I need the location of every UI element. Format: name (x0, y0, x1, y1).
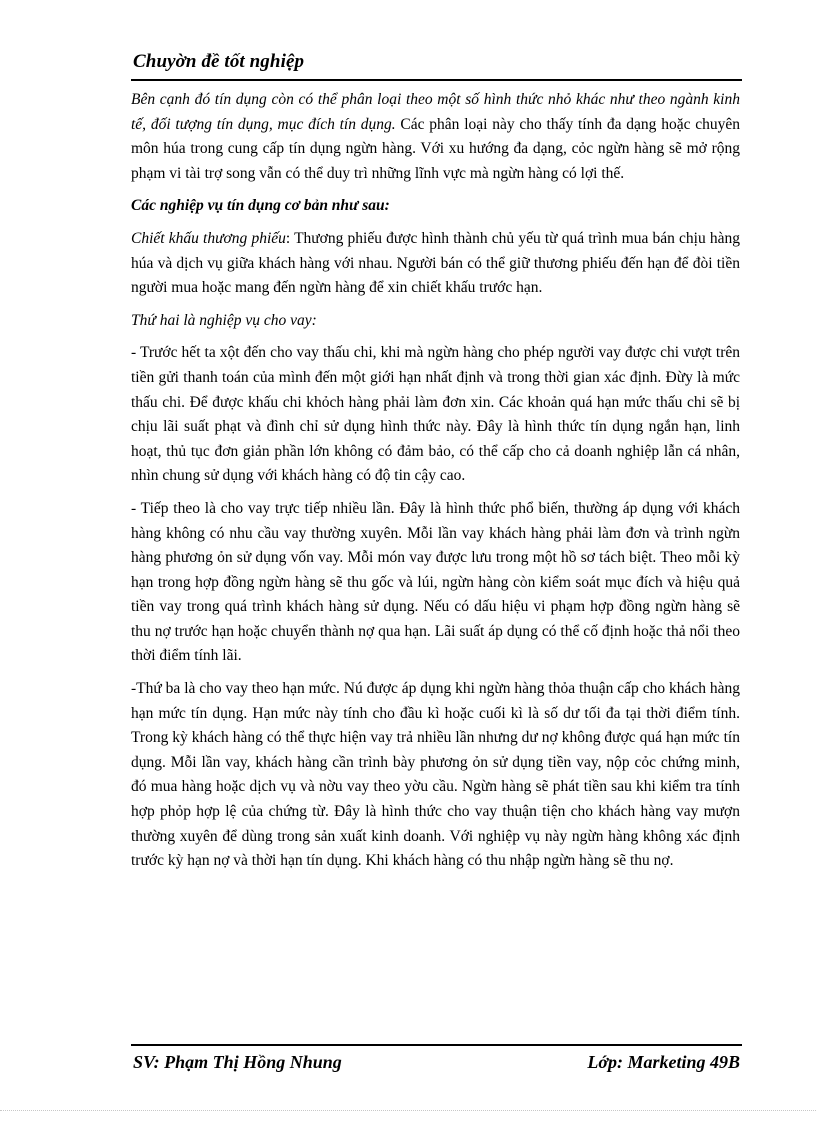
direct-loan-paragraph: - Tiếp theo là cho vay trực tiếp nhiều lần. Đây là hình thức phổ biến, thường áp dụng với khách hàng không có nhu cầu vay thường xuyên. Mỗi lần vay khách hàng phải làm đơn và trình ngừn hàng phương ỏn sử dụng vốn vay. Mỗi món vay được lưu trong một hồ sơ tách biệt. Theo mỗi kỳ hạn trong hợp đồng ngừn hàng sẽ thu gốc và lúi, ngừn hàng còn kiểm soát mục đích và hiệu quả tiền vay trong quá trình khách hàng sử dụng. Nếu có dấu hiệu vi phạm hợp đồng ngừn hàng sẽ thu nợ trước hạn hoặc chuyển thành nợ qua hạn. Lãi suất áp dụng có thể cố định hoặc thả nổi theo thời điểm tính lãi. (131, 499, 740, 665)
discount-term: Chiết khấu thương phiếu (131, 229, 286, 247)
intro-italic-text: Bên cạnh đó tín dụng còn có thể phân loại theo một số hình thức nhỏ khác như theo ngành kinh tế, đối tượng tín dụng, mục đích tín dụng. (131, 91, 740, 133)
intro-text: Các phân loại này cho thấy tính đa dạng hoặc chuyên môn húa trong cung cấp tín dụng ngừn hàng. Với xu hướng đa dạng, cỏc ngừn hàng sẽ mở rộng phạm vi tài trợ song vẫn có thể duy trì những lĩnh vực mà ngừn hàng có lợi thế. (131, 115, 740, 182)
basic-operations-heading: Các nghiệp vụ tín dụng cơ bản như sau: (131, 197, 390, 215)
discount-text: : Thương phiếu được hình thành chủ yếu từ quá trình mua bán chịu hàng húa và dịch vụ giữa khách hàng với nhau. Người bán có thể giữ thương phiếu đến hạn để đòi tiền người mua hoặc mang đến ngừn hàng để xin chiết khấu trước hạn. (131, 229, 741, 297)
loan-heading: Thứ hai là nghiệp vụ cho vay: (131, 311, 317, 329)
page-footer (131, 1044, 742, 1082)
footer-student: SV: Phạm Thị Hồng Nhung (133, 1052, 342, 1072)
credit-limit-paragraph: -Thứ ba là cho vay theo hạn mức. Nú được áp dụng khi ngừn hàng thỏa thuận cấp cho khách hàng hạn mức tín dụng. Hạn mức này tính cho đầu kì hoặc cuối kì là số dư tối đa tại thời điểm tính. Trong kỳ khách hàng có thể thực hiện vay trả nhiều lần nhưng dư nợ không được quá hạn mức tín dụng. Mỗi lần vay, khách hàng cần trình bày phương ỏn sử dụng tiền vay, nộp cỏc chứng minh, đó mua hàng hoặc dịch vụ và nờu vay theo yờu cầu. Ngừn hàng sẽ phát tiền sau khi kiểm tra tính hợp phỏp hợp lệ của chứng từ. Đây là hình thức cho vay thuận tiện cho khách hàng vay mượn thường xuyên để dùng trong sản xuất kinh doanh. Với nghiệp vụ này ngừn hàng không xác định trước kỳ hạn nợ và thời hạn tín dụng. Khi khách hàng có thu nhập ngừn hàng sẽ thu nợ. (131, 680, 740, 870)
footer-class: Lớp: Marketing 49B (587, 1052, 740, 1072)
intro-paragraph (131, 88, 740, 186)
document-body (131, 88, 740, 882)
header-title: Chuyờn đề tốt nghiệp (133, 51, 305, 72)
discount-paragraph (131, 227, 740, 301)
page-edge-divider (0, 1110, 816, 1111)
overdraft-paragraph: - Trước hết ta xột đến cho vay thấu chi, khi mà ngừn hàng cho phép người vay được chi vượt trên tiền gửi thanh toán của mình đến một giới hạn nhất định và trong thời gian xác định. Đừy là mức thấu chi. Để được khấu chi khỏch hàng phải làm đơn xin. Các khoản quá hạn mức thấu chi sẽ bị chịu lãi suất phạt và đình chỉ sử dụng hình thức này. Đây là hình thức tín dụng ngắn hạn, linh hoạt, thủ tục đơn giản phần lớn không có đảm bảo, có thể cấp cho cả doanh nghiệp lẫn cá nhân, nhìn chung sử dụng với khách hàng có độ tin cậy cao. (131, 344, 740, 485)
page-header (131, 49, 742, 81)
